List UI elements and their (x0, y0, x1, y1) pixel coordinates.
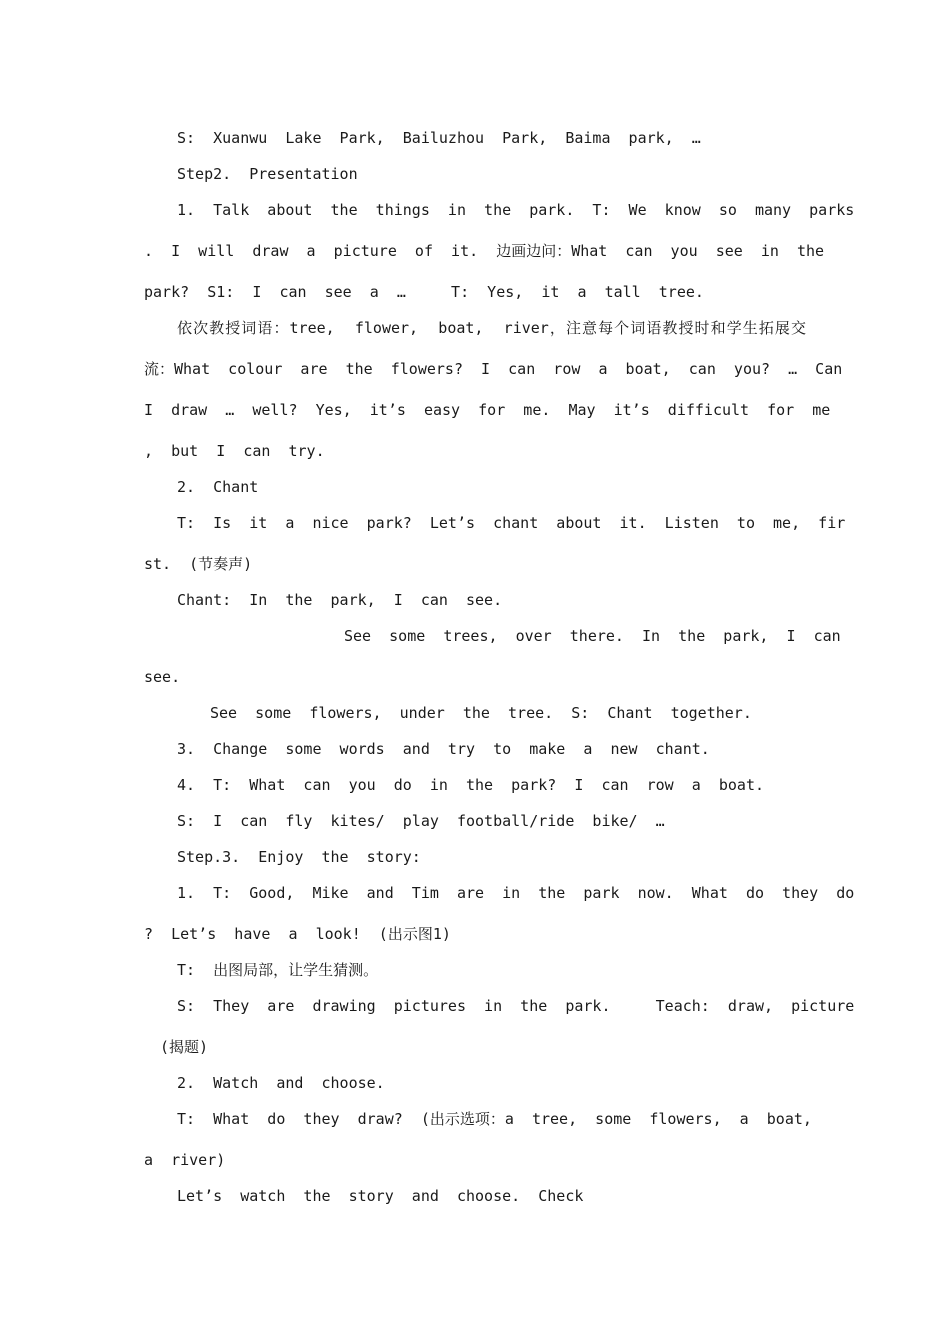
text-line-26: 2. Watch and choose. (177, 1074, 385, 1092)
text-line-8: I draw … well? Yes, it’s easy for me. May it’s difficult for me (144, 401, 831, 419)
text-line-13: Chant: In the park, I can see. (177, 591, 503, 609)
text-line-5: park? S1: I can see a … T: Yes, it a tall tree. (144, 283, 704, 301)
text-line-18: 4. T: What can you do in the park? I can row a boat. (177, 776, 764, 794)
text-line-12: st. (节奏声) (144, 555, 253, 573)
text-line-25: (揭题) (160, 1038, 209, 1056)
text-line-4: . I will draw a picture of it. 边画边问：What can you see in the (144, 242, 825, 260)
text-line-7: 流：What colour are the flowers? I can row a boat, can you? … Can (144, 360, 843, 378)
text-line-6: 依次教授词语：tree, flower, boat, river，注意每个词语教授时和学生拓展交 (177, 319, 806, 337)
text-line-17: 3. Change some words and try to make a new chant. (177, 740, 710, 758)
text-line-29: Let’s watch the story and choose. Check (177, 1187, 584, 1205)
text-line-16: See some flowers, under the tree. S: Chant together. (210, 704, 752, 722)
text-line-9: , but I can try. (144, 442, 325, 460)
text-line-15: see. (144, 668, 181, 686)
text-line-3: 1. Talk about the things in the park. T: We know so many parks (177, 201, 855, 219)
text-line-23: T: 出图局部，让学生猜测。 (177, 961, 379, 979)
text-line-22: ? Let’s have a look! (出示图1) (144, 925, 451, 943)
text-line-28: a river) (144, 1151, 226, 1169)
text-line-14: See some trees, over there. In the park, I can (344, 627, 841, 645)
text-line-19: S: I can fly kites/ play football/ride bike/ … (177, 812, 665, 830)
text-line-1: S: Xuanwu Lake Park, Bailuzhou Park, Baima park, … (177, 129, 701, 147)
text-line-27: T: What do they draw? (出示选项：a tree, some flowers, a boat, (177, 1110, 812, 1128)
text-line-11: T: Is it a nice park? Let’s chant about it. Listen to me, fir (177, 514, 846, 532)
text-line-2: Step2. Presentation (177, 165, 358, 183)
text-line-20: Step.3. Enjoy the story: (177, 848, 421, 866)
text-line-21: 1. T: Good, Mike and Tim are in the park now. What do they do (177, 884, 855, 902)
text-line-10: 2. Chant (177, 478, 259, 496)
text-line-24: S: They are drawing pictures in the park. Teach: draw, picture (177, 997, 855, 1015)
